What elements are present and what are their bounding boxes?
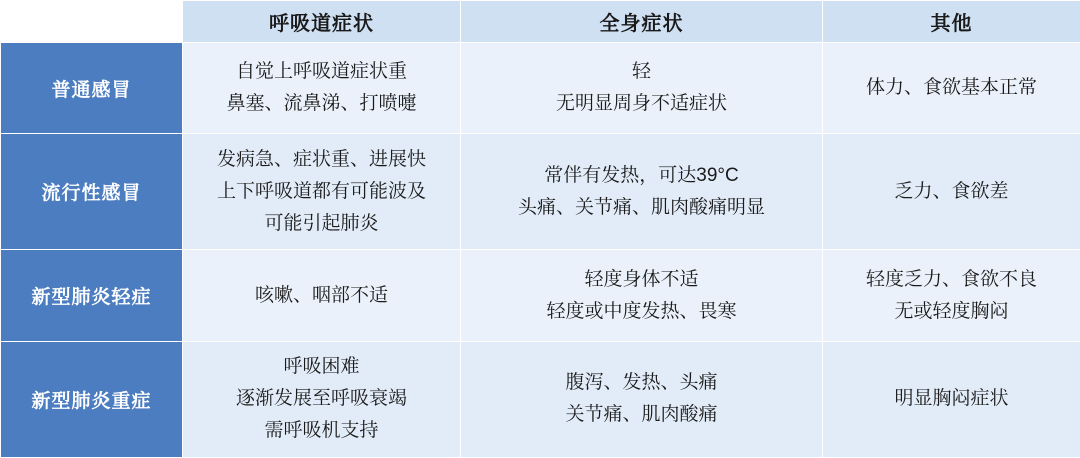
table-row bbox=[1, 134, 1080, 250]
cell-line: 轻度或中度发热、畏寒 bbox=[546, 300, 737, 322]
cell-line: 可能引起肺炎 bbox=[264, 212, 379, 234]
cell-line: 呼吸困难 bbox=[283, 356, 360, 378]
cell-line: 自觉上呼吸道症状重 bbox=[235, 61, 407, 83]
row-header-covid-mild: 新型肺炎轻症 bbox=[1, 250, 183, 341]
cell-line: 咳嗽、咽部不适 bbox=[254, 284, 388, 306]
cell-common-cold-other bbox=[823, 43, 1080, 134]
column-header-respiratory: 呼吸道症状 bbox=[183, 1, 461, 43]
cell-line: 明显胸闷症状 bbox=[894, 388, 1009, 410]
cell-influenza-other bbox=[823, 134, 1080, 250]
row-header-common-cold: 普通感冒 bbox=[1, 43, 183, 134]
cell-line: 乏力、食欲差 bbox=[894, 180, 1009, 202]
cell-covid-severe-respiratory bbox=[183, 341, 461, 457]
cell-covid-severe-other bbox=[823, 341, 1080, 457]
table-row bbox=[1, 341, 1080, 457]
row-header-covid-severe: 新型肺炎重症 bbox=[1, 341, 183, 457]
cell-covid-mild-respiratory bbox=[183, 250, 461, 341]
cell-line: 逐渐发展至呼吸衰竭 bbox=[235, 388, 407, 410]
cell-line: 常伴有发热，可达39°C bbox=[544, 164, 739, 186]
cell-common-cold-respiratory bbox=[183, 43, 461, 134]
cell-line: 上下呼吸道都有可能波及 bbox=[216, 180, 426, 202]
column-header-systemic: 全身症状 bbox=[461, 1, 823, 43]
table-corner-cell bbox=[1, 1, 183, 43]
cell-line: 轻度乏力、食欲不良 bbox=[865, 268, 1037, 290]
cell-line: 无明显周身不适症状 bbox=[555, 93, 727, 115]
cell-covid-mild-other bbox=[823, 250, 1080, 341]
cell-common-cold-systemic bbox=[461, 43, 823, 134]
cell-line: 头痛、关节痛、肌肉酸痛明显 bbox=[517, 196, 765, 218]
cell-line: 无或轻度胸闷 bbox=[894, 300, 1009, 322]
table-row bbox=[1, 43, 1080, 134]
table-row bbox=[1, 250, 1080, 341]
cell-line: 体力、食欲基本正常 bbox=[865, 77, 1037, 99]
cell-covid-severe-systemic bbox=[461, 341, 823, 457]
cell-influenza-systemic bbox=[461, 134, 823, 250]
cell-line: 腹泻、发热、头痛 bbox=[565, 372, 718, 394]
cell-line: 轻度身体不适 bbox=[584, 268, 699, 290]
table-header-row bbox=[1, 1, 1080, 43]
cell-line: 需呼吸机支持 bbox=[264, 420, 379, 442]
column-header-other: 其他 bbox=[823, 1, 1080, 43]
cell-line: 关节痛、肌肉酸痛 bbox=[565, 404, 718, 426]
cell-line: 轻 bbox=[631, 61, 651, 83]
cell-line: 鼻塞、流鼻涕、打喷嚏 bbox=[226, 93, 417, 115]
cell-covid-mild-systemic bbox=[461, 250, 823, 341]
cell-influenza-respiratory bbox=[183, 134, 461, 250]
cell-line: 发病急、症状重、进展快 bbox=[216, 148, 426, 170]
row-header-influenza: 流行性感冒 bbox=[1, 134, 183, 250]
